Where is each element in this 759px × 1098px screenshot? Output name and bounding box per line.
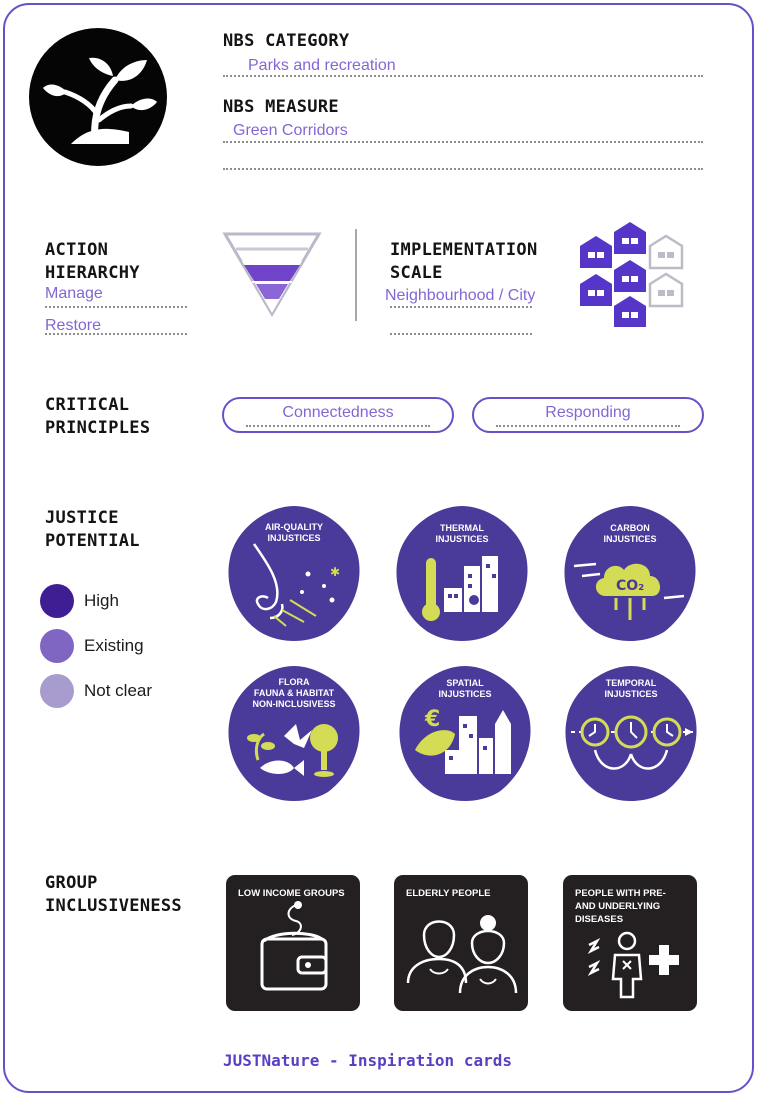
nbs-measure-underline (223, 141, 703, 143)
injustice-temporal: TEMPORAL INJUSTICES (561, 664, 701, 804)
section-divider (355, 229, 357, 321)
implementation-scale-underline-2 (390, 333, 532, 335)
group-pre-existing-diseases: PEOPLE WITH PRE- AND UNDERLYING DISEASES (563, 875, 697, 1011)
nose-air-icon (224, 504, 364, 644)
nbs-measure-label: NBS MEASURE (223, 97, 339, 117)
injustice-carbon: CARBON INJUSTICES CO₂ (560, 504, 700, 644)
svg-text:✱: ✱ (330, 565, 341, 579)
wallet-icon (226, 875, 360, 1011)
svg-text:CO₂: CO₂ (616, 578, 645, 594)
elderly-couple-icon (394, 875, 528, 1011)
principle-underline-2 (496, 425, 680, 427)
group-inclusiveness-label: GROUP INCLUSIVENESS (45, 873, 182, 916)
implementation-scale-value: Neighbourhood / City (385, 287, 536, 304)
action-hierarchy-label: ACTION HIERARCHY (45, 240, 140, 283)
sick-person-icon (563, 875, 697, 1011)
legend-label-existing: Existing (84, 636, 144, 655)
legend-dot-not-clear (40, 674, 74, 708)
injustice-flora-fauna: FLORA FAUNA & HABITAT NON-INCLUSIVESS (224, 664, 364, 804)
implementation-scale-label: IMPLEMENTATION SCALE (390, 240, 538, 283)
nbs-measure-value: Green Corridors (233, 122, 348, 139)
spatial-city-icon (395, 664, 535, 804)
legend-label-high: High (84, 591, 119, 610)
injustice-thermal: THERMAL INJUSTICES (392, 504, 532, 644)
principle-pill-1 (222, 397, 454, 433)
clocks-icon (561, 664, 701, 804)
co2-cloud-icon (560, 504, 700, 644)
thermometer-city-icon (392, 504, 532, 644)
svg-text:€: € (425, 707, 441, 732)
nbs-category-value: Parks and recreation (248, 57, 396, 74)
principle-underline-1 (246, 425, 430, 427)
footer-text: JUSTNature - Inspiration cards (223, 1051, 512, 1070)
houses-scale-icon (578, 222, 684, 328)
injustice-spatial: SPATIAL INJUSTICES € (395, 664, 535, 804)
principle-pill-2 (472, 397, 704, 433)
critical-principles-label: CRITICAL PRINCIPLES (45, 395, 151, 438)
nbs-category-label: NBS CATEGORY (223, 31, 350, 51)
legend-label-not-clear: Not clear (84, 681, 153, 700)
injustice-air-quality: AIR-QUALITY INJUSTICES ✱ (224, 504, 364, 644)
legend-dot-existing (40, 629, 74, 663)
principle-value-2: Responding (545, 404, 631, 421)
group-elderly: ELDERLY PEOPLE (394, 875, 528, 1011)
plant-logo-icon (29, 28, 167, 166)
principle-value-1: Connectedness (282, 404, 394, 421)
hierarchy-triangle-icon (222, 231, 322, 317)
group-low-income: LOW INCOME GROUPS (226, 875, 360, 1011)
action-hierarchy-underline-2 (45, 333, 187, 335)
legend-dot-high (40, 584, 74, 618)
implementation-scale-underline-1 (390, 306, 532, 308)
action-hierarchy-value-2: Restore (45, 317, 102, 334)
action-hierarchy-underline-1 (45, 306, 187, 308)
nbs-extra-underline (223, 168, 703, 170)
action-hierarchy-value-1: Manage (45, 285, 103, 302)
nbs-category-underline (223, 75, 703, 77)
flora-fauna-icon (224, 664, 364, 804)
justice-potential-label: JUSTICE POTENTIAL (45, 508, 140, 551)
